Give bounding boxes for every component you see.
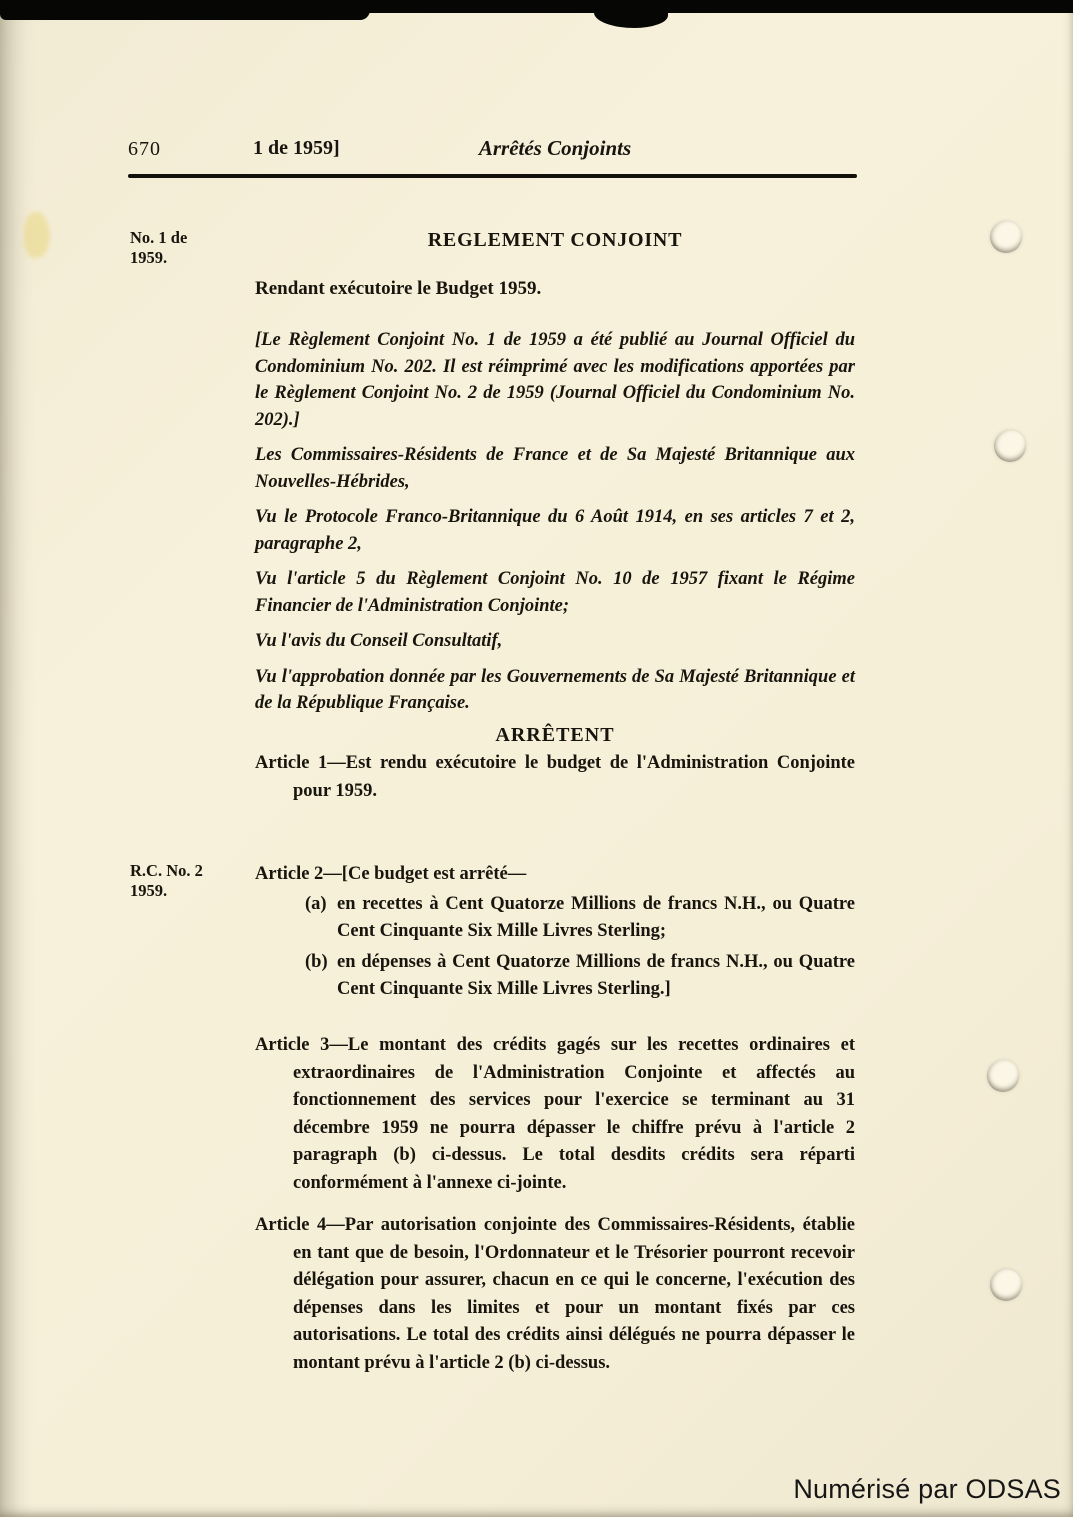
document-title: REGLEMENT CONJOINT [427, 229, 683, 251]
preamble [255, 327, 855, 726]
margin-note-no1 [130, 228, 245, 268]
punch-hole [990, 1269, 1022, 1301]
margin-note-line: 1959. [130, 881, 168, 900]
article-2-intro: Article 2—[Ce budget est arrêté— [255, 864, 527, 884]
decree-heading: ARRÊTENT [495, 724, 615, 746]
preamble-paragraph: Les Commissaires-Résidents de France et de Sa Majesté Britannique aux Nouvelles-Hébrides, [255, 445, 855, 492]
punch-hole [994, 430, 1026, 462]
document-subtitle: Rendant exécutoire le Budget 1959. [255, 278, 542, 299]
article-2-item-a [255, 891, 855, 946]
header-title: Arrêtés Conjoints [478, 136, 632, 160]
paper-stain [24, 212, 50, 258]
article-2-item-a-text: en recettes à Cent Quatorze Millions de francs N.H., ou Quatre Cent Cinquante Six Mille Livres Sterling; [337, 893, 855, 941]
preamble-paragraph: Vu l'article 5 du Règlement Conjoint No. 10 de 1957 fixant le Régime Financier de l'Administration Conjointe; [255, 569, 855, 616]
punch-hole [987, 1060, 1019, 1092]
margin-note-line: 1959. [130, 248, 168, 267]
article-4: Article 4—Par autorisation conjointe des Commissaires-Résidents, établie en tant que de besoin, l'Ordonnateur et le Trésorier pourront recevoir délégation pour assurer, chacun en ce qui le concerne, l'exécution des dépenses dans les limites et pour un montant fixés par ces autorisations. Le total des crédits ainsi délégués ne pourra dépasser le montant prévu à l'article 2 (b) ci-dessus. [255, 1215, 855, 1373]
article-2-item-b [255, 949, 855, 1004]
preamble-paragraph: [Le Règlement Conjoint No. 1 de 1959 a été publié au Journal Officiel du Condominium No. 202. Il est réimprimé avec les modifications apportées par le Règlement Conjoint No. 2 de 1959 (Journal Officiel du Condominium No. 202).] [255, 330, 855, 430]
margin-note-line: No. 1 de [130, 228, 188, 247]
header-issue-ref: 1 de 1959] [253, 137, 340, 159]
margin-note-line: R.C. No. 2 [130, 861, 203, 880]
scan-top-edge-artifact-blob [594, 0, 668, 28]
scan-top-edge-artifact-left [0, 0, 370, 20]
preamble-paragraph: Vu l'approbation donnée par les Gouvernements de Sa Majesté Britannique et de la République Française. [255, 666, 855, 713]
article-2-item-b-text: en dépenses à Cent Quatorze Millions de francs N.H., ou Quatre Cent Cinquante Six Mille Livres Sterling.] [337, 951, 855, 999]
preamble-paragraph: Vu le Protocole Franco-Britannique du 6 Août 1914, en ses articles 7 et 2, paragraphe 2, [255, 507, 855, 554]
punch-hole [990, 221, 1022, 253]
article-1: Article 1—Est rendu exécutoire le budget de l'Administration Conjointe pour 1959. [255, 753, 855, 801]
article-2 [255, 861, 855, 1004]
scan-credit: Numérisé par ODSAS [793, 1474, 1061, 1504]
page-number: 670 [128, 138, 161, 160]
preamble-paragraph: Vu l'avis du Conseil Consultatif, [255, 631, 503, 651]
header-rule [128, 174, 857, 178]
article-2-item-b-label: (b) [305, 951, 328, 972]
article-3: Article 3—Le montant des crédits gagés sur les recettes ordinaires et extraordinaires de l'Administration Conjointe et affectés au fonctionnement des services pour l'exercice se terminant au 31 décembre 1959 ne pourra dépasser le chiffre prévu à l'article 2 paragraph (b) ci-dessus. Le total desdits crédits sera réparti conformément à l'annexe ci-jointe. [255, 1035, 855, 1193]
article-2-item-a-label: (a) [305, 893, 327, 914]
margin-note-rc-no2 [130, 861, 245, 901]
